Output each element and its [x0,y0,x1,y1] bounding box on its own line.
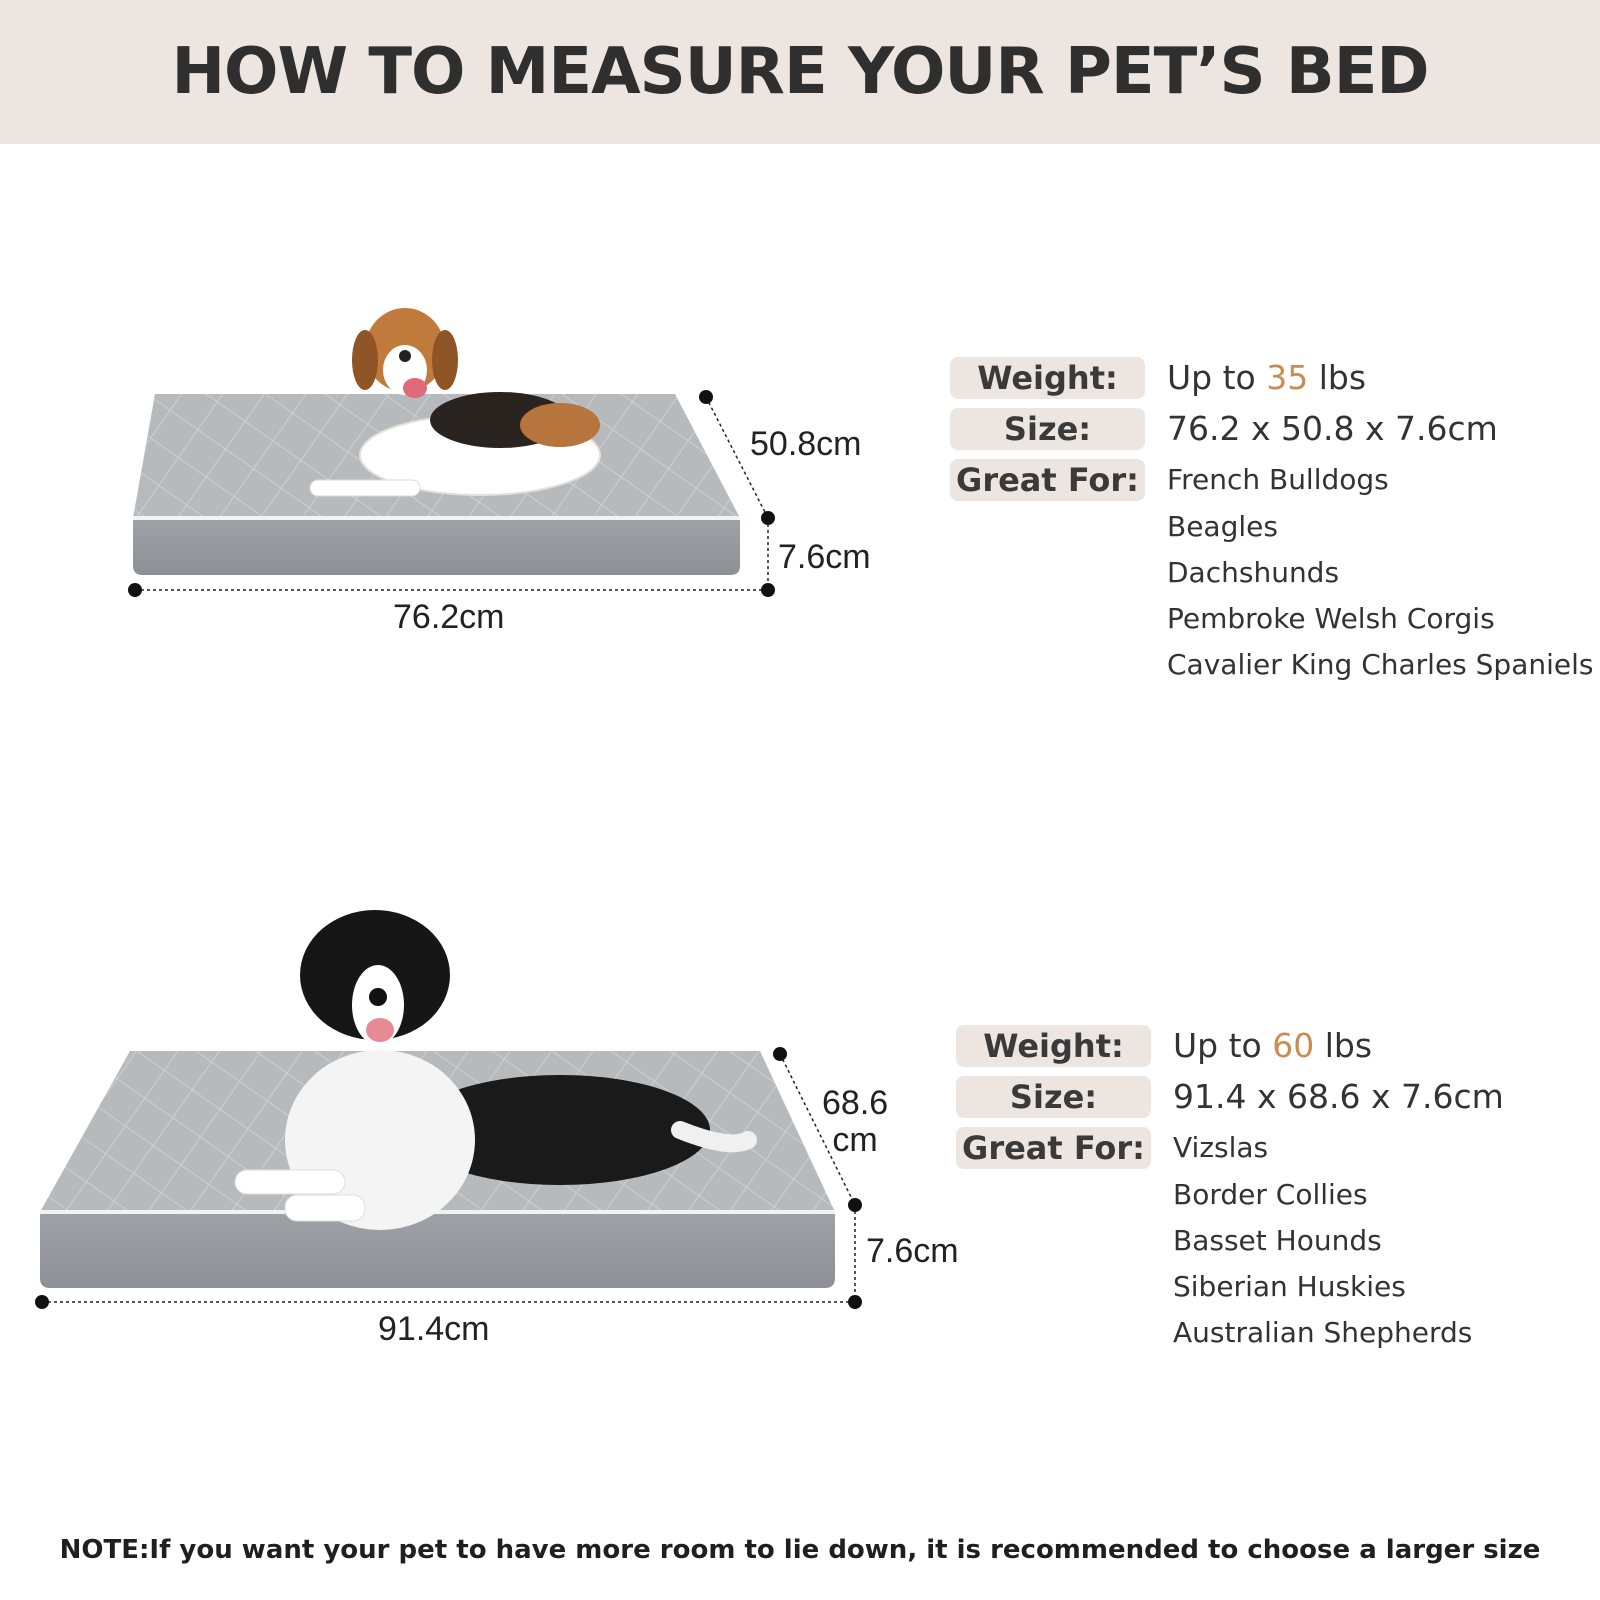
size-value: 91.4 x 68.6 x 7.6cm [1173,1077,1504,1116]
small-bed-height-label: 7.6cm [778,538,871,576]
great-for-label: Great For: [950,459,1145,501]
breed-item: Dachshunds [1167,555,1340,589]
size-label: Size: [956,1076,1151,1118]
weight-number: 60 [1272,1026,1315,1065]
large-bed-length-label: 91.4cm [378,1310,490,1348]
size-value: 76.2 x 50.8 x 7.6cm [1167,409,1498,448]
breed-item: Vizslas [1173,1131,1269,1164]
breed-item: Australian Shepherds [1173,1315,1473,1349]
breed-item: Cavalier King Charles Spaniels [1167,647,1594,681]
weight-row [956,1020,1504,1071]
size-note: NOTE:If you want your pet to have more room to lie down, it is recommended to choose a larger size [59,1535,1541,1565]
large-bed-specs [956,1020,1504,1355]
weight-label: Weight: [950,357,1145,399]
large-bed-width-unit: cm [832,1121,878,1160]
size-row [956,1071,1504,1122]
breed-item: Basset Hounds [1173,1223,1382,1257]
breed-item: French Bulldogs [1167,463,1389,496]
weight-row [950,352,1593,403]
breed-item: Beagles [1167,509,1278,543]
large-bed-width-label [822,1085,888,1160]
large-bed-side [40,1214,835,1288]
small-bed-length-label: 76.2cm [393,598,505,636]
large-bed-width-value: 68.6 [822,1084,889,1122]
great-for-row [950,454,1593,505]
great-for-row [956,1122,1504,1173]
weight-label: Weight: [956,1025,1151,1067]
small-bed-width-label: 50.8cm [750,425,862,463]
weight-number: 35 [1266,358,1309,397]
weight-value: Up to 35 lbs [1167,358,1367,397]
breed-item: Pembroke Welsh Corgis [1167,601,1495,635]
breed-item: Border Collies [1173,1177,1368,1211]
breed-list [1173,1171,1504,1355]
size-label: Size: [950,408,1145,450]
small-bed-specs [950,352,1593,687]
breed-list [1167,503,1593,687]
large-bed-height-label: 7.6cm [866,1232,959,1270]
page-title: HOW TO MEASURE YOUR PET’S BED [171,35,1429,109]
breed-item: Siberian Huskies [1173,1269,1406,1303]
weight-value: Up to 60 lbs [1173,1026,1373,1065]
great-for-label: Great For: [956,1127,1151,1169]
small-bed-side [133,520,740,575]
size-row [950,403,1593,454]
